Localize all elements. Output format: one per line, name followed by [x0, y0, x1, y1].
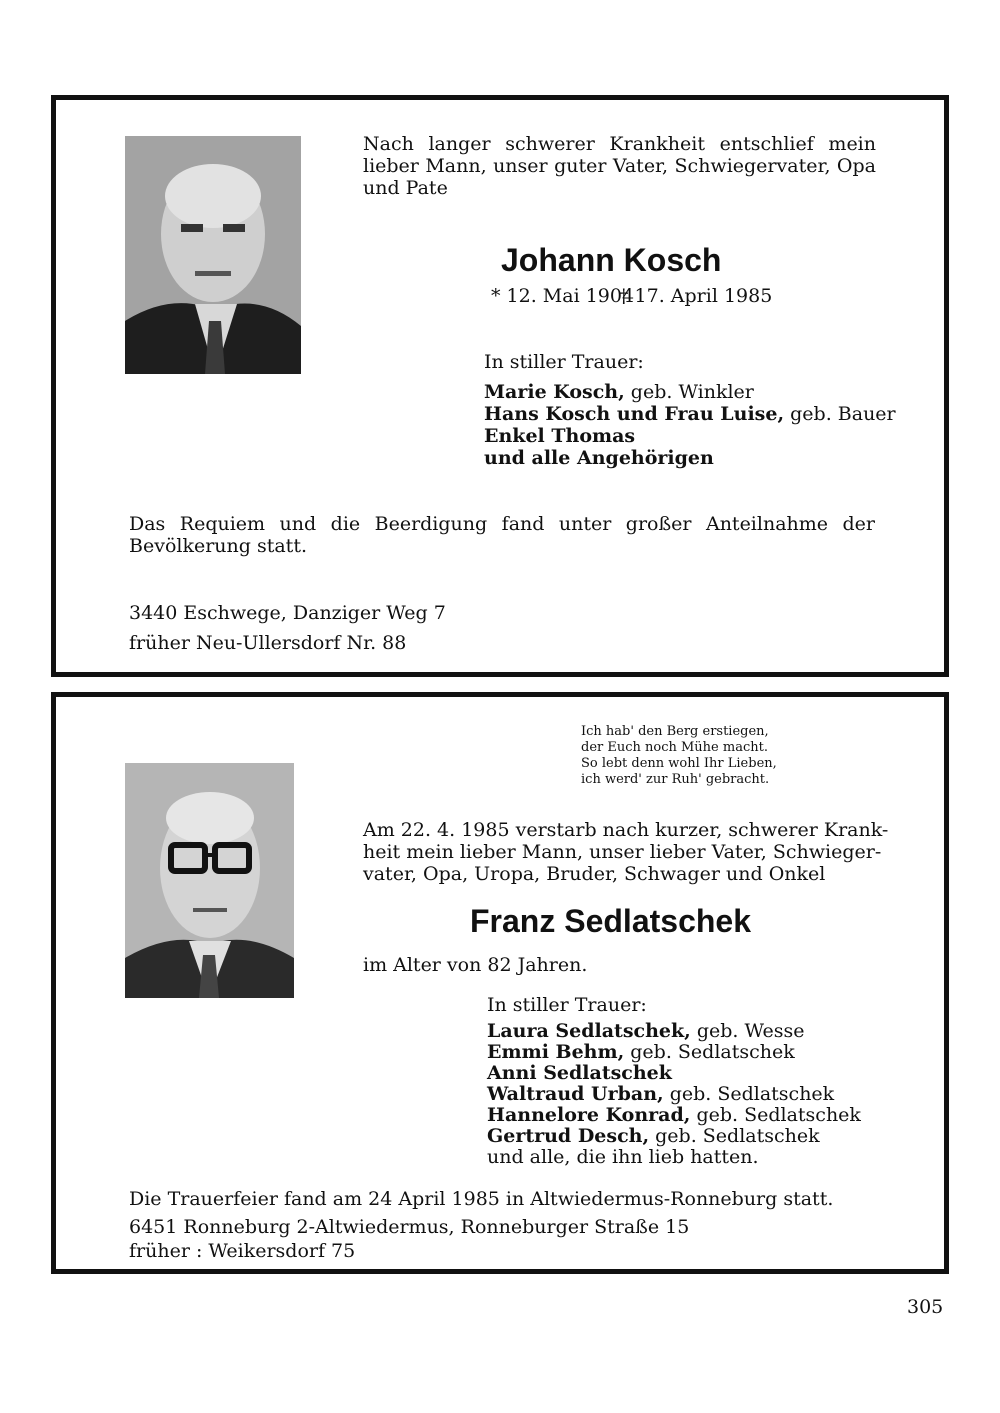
intro-line: lieber Mann, unser guter Vater, Schwiegervater, Opa — [363, 155, 876, 177]
intro-line: heit mein lieber Mann, unser lieber Vater, Schwieger- — [363, 841, 882, 863]
intro-line: und Pate — [363, 177, 448, 199]
mourner: Anni Sedlatschek — [487, 1062, 672, 1084]
age-line: im Alter von 82 Jahren. — [363, 954, 588, 976]
mourner: Laura Sedlatschek, geb. Wesse — [487, 1020, 805, 1042]
address-line: 6451 Ronneburg 2-Altwiedermus, Ronneburger Straße 15 — [129, 1216, 690, 1238]
intro-text — [363, 133, 876, 199]
portrait-photo-franz-sedlatschek — [125, 763, 294, 998]
poem-line: ich werd' zur Ruh' gebracht. — [581, 772, 770, 787]
poem — [581, 724, 777, 788]
intro-line: Nach langer schwerer Krankheit entschlief mein — [363, 133, 876, 155]
address-line: früher : Weikersdorf 75 — [129, 1240, 356, 1262]
poem-line: der Euch noch Mühe macht. — [581, 740, 768, 755]
mourner: Emmi Behm, geb. Sedlatschek — [487, 1041, 795, 1063]
poem-line: Ich hab' den Berg erstiegen, — [581, 724, 769, 739]
intro-text — [363, 819, 889, 885]
mourners-list — [487, 1021, 861, 1168]
obituary-franz-sedlatschek — [51, 692, 949, 1274]
portrait-photo-johann-kosch — [125, 136, 301, 374]
mourner: Marie Kosch, geb. Winkler — [484, 381, 754, 403]
page-number: 305 — [907, 1296, 944, 1318]
address-block — [129, 598, 446, 658]
mourner: Waltraud Urban, geb. Sedlatschek — [487, 1083, 835, 1105]
requiem-text — [129, 513, 875, 557]
obituary-johann-kosch — [51, 95, 949, 677]
mourning-heading: In stiller Trauer: — [484, 351, 644, 373]
closing-line: und alle, die ihn lieb hatten. — [487, 1146, 759, 1168]
deceased-name: Johann Kosch — [501, 242, 722, 278]
requiem-line: Das Requiem und die Beerdigung fand unter großer Anteilnahme der — [129, 513, 875, 535]
mourners-list — [484, 381, 896, 469]
mourner: und alle Angehörigen — [484, 447, 714, 469]
intro-line: vater, Opa, Uropa, Bruder, Schwager und Onkel — [363, 863, 826, 885]
address-block — [129, 1215, 689, 1263]
death-date: † 17. April 1985 — [619, 285, 773, 307]
deceased-name: Franz Sedlatschek — [470, 903, 751, 939]
mourning-heading: In stiller Trauer: — [487, 994, 647, 1016]
poem-line: So lebt denn wohl Ihr Lieben, — [581, 756, 777, 771]
address-line: 3440 Eschwege, Danziger Weg 7 — [129, 602, 446, 624]
mourner: Hannelore Konrad, geb. Sedlatschek — [487, 1104, 861, 1126]
mourner: Hans Kosch und Frau Luise, geb. Bauer — [484, 403, 896, 425]
ceremony-text: Die Trauerfeier fand am 24 April 1985 in Altwiedermus-Ronneburg statt. — [129, 1188, 834, 1210]
mourner: Enkel Thomas — [484, 425, 636, 447]
address-line: früher Neu-Ullersdorf Nr. 88 — [129, 632, 407, 654]
mourner: Gertrud Desch, geb. Sedlatschek — [487, 1125, 820, 1147]
requiem-line: Bevölkerung statt. — [129, 535, 307, 557]
birth-date: * 12. Mai 1904 — [491, 285, 635, 307]
intro-line: Am 22. 4. 1985 verstarb nach kurzer, schwerer Krank- — [363, 819, 889, 841]
